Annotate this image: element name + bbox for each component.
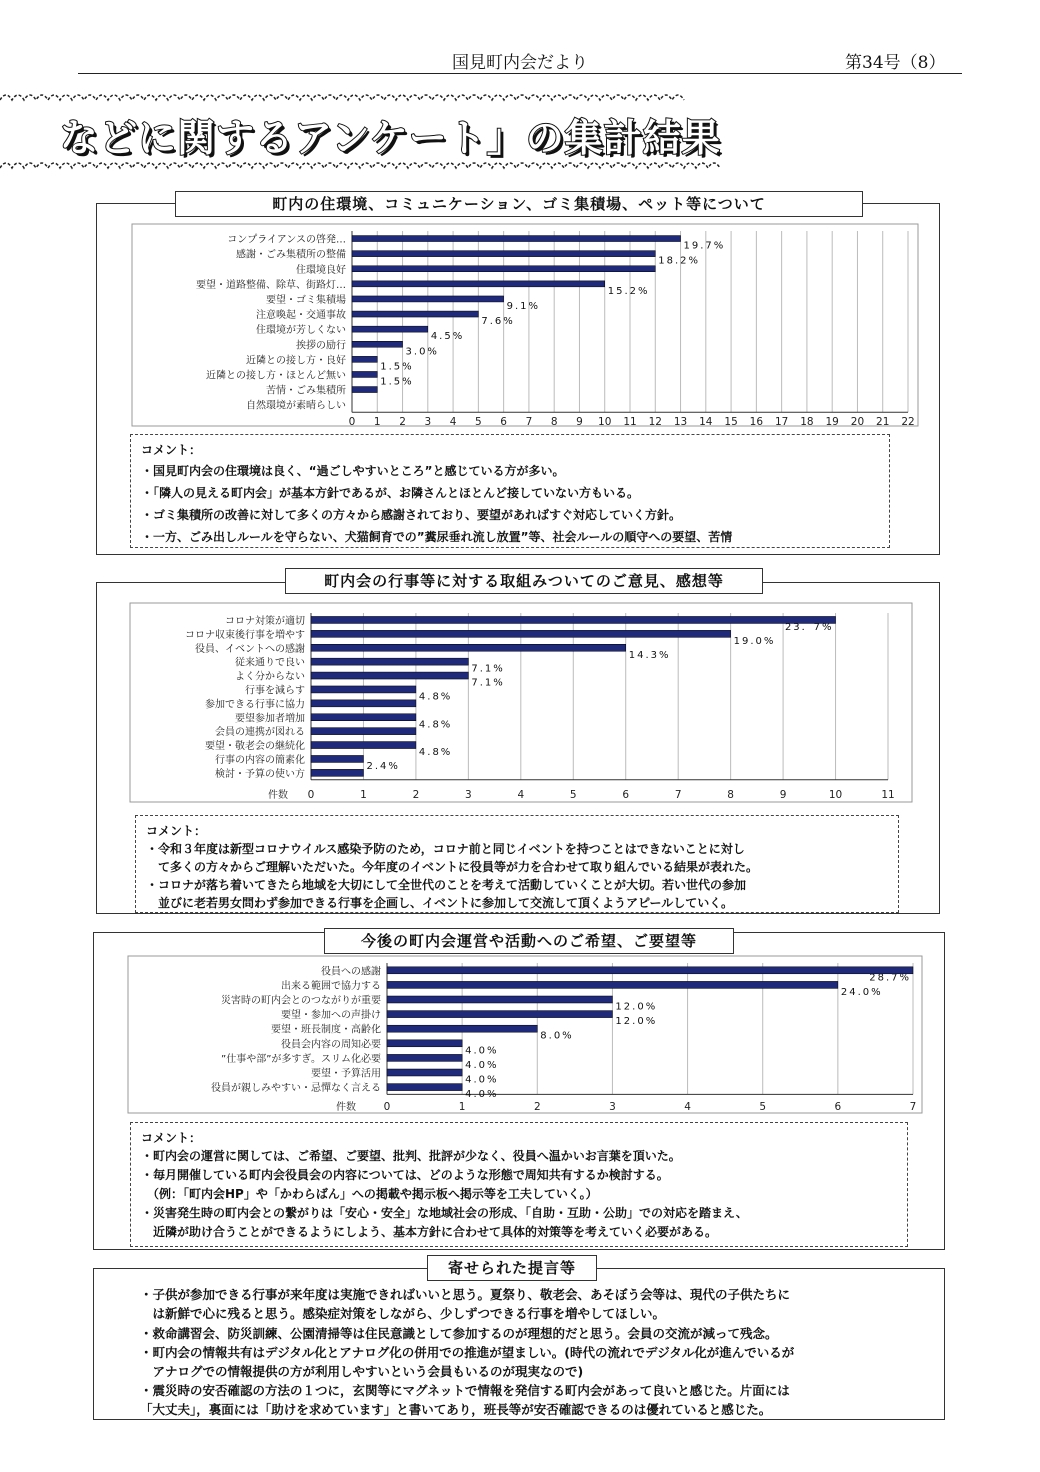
data-label: 3.0% xyxy=(405,346,439,358)
comment-line: ・コロナが落ち着いてきたら地域を大切にして全世代のことを考えて活動していくことが大切。若い世代の参加 xyxy=(146,878,747,892)
issue-number: 第34号（8） xyxy=(845,53,946,73)
bar xyxy=(352,296,504,302)
bar xyxy=(311,755,363,762)
proposal-line: ・震災時の安否確認の方法の１つに，玄関等にマグネットで情報を発信する町内会があって良いと感じた。片面には xyxy=(140,1383,790,1398)
data-label: 12.0% xyxy=(615,1001,658,1013)
x-tick-label: 8 xyxy=(727,789,734,801)
x-tick-label: 2 xyxy=(533,1101,541,1113)
chart-events xyxy=(128,601,916,806)
comment-line: ・町内会の運営に関しては、ご希望、ご要望、批判、批評が少なく、役員へ温かいお言葉を頂いた。 xyxy=(141,1149,681,1163)
data-label: 2.4% xyxy=(366,760,400,772)
category-label: 行事の内容の簡素化 xyxy=(215,754,305,766)
bar xyxy=(387,1084,462,1091)
comment-box-living-environment xyxy=(130,434,890,548)
category-label: 近隣との接し方・ほとんど無い xyxy=(206,370,346,382)
comment-line: （例：「町内会HP」や「かわらばん」への掲載や掲示板へ掲示等を工夫していく。） xyxy=(141,1187,598,1201)
x-tick-label: 3 xyxy=(465,789,472,801)
category-label: 住環境良好 xyxy=(296,264,346,276)
data-label: 15.2% xyxy=(607,285,650,297)
x-tick-label: 5 xyxy=(475,416,482,428)
x-tick-label: 10 xyxy=(828,789,843,801)
data-label: 4.5% xyxy=(430,331,465,343)
category-label: 要望・参加への声掛け xyxy=(281,1010,381,1022)
chart-requests xyxy=(126,954,926,1116)
bar xyxy=(387,981,838,988)
category-label: コロナ収束後行事を増やす xyxy=(185,629,305,641)
proposal-line: アナログでの情報提供の方が利用しやすいという会員もいるのが現実なので) xyxy=(140,1364,584,1379)
x-tick-label: 11 xyxy=(623,416,637,428)
chart-living-environment xyxy=(130,222,922,430)
category-label: 行事を減らす xyxy=(245,685,305,697)
comment-heading: コメント： xyxy=(141,1131,202,1145)
category-label: 要望参加者増加 xyxy=(235,713,305,725)
comment-line: ・一方、ごみ出しルールを守らない、犬猫飼育での”糞尿垂れ流し放置”等、社会ルールの順守への要望、苦情 xyxy=(141,530,733,544)
bar xyxy=(311,658,468,665)
bar xyxy=(352,311,478,317)
x-tick-label: 7 xyxy=(909,1101,917,1113)
comment-line: て多くの方々からご理解いただいた。今年度のイベントに役員等が力を合わせて取り組んでいる結果が表れた。 xyxy=(146,860,759,874)
proposal-line: ・町内会の情報共有はデジタル化とアナログ化の併用での推進が望ましい。(時代の流れでデジタル化が進んでいるが xyxy=(140,1345,795,1360)
category-label: 要望・班長制度・高齢化 xyxy=(271,1024,381,1036)
bar xyxy=(387,1069,462,1076)
x-tick-label: 3 xyxy=(609,1101,616,1113)
category-label: 会員の連携が図れる xyxy=(215,727,305,739)
comment-heading: コメント： xyxy=(146,824,207,838)
bar xyxy=(352,356,377,362)
data-label: 9.1% xyxy=(506,300,541,312)
proposal-line: ・子供が参加できる行事が来年度は実施できればいいと思う。夏祭り、敬老会、あそぼう会等は、現代の子供たちに xyxy=(140,1287,791,1302)
data-label: 24.0% xyxy=(840,986,883,998)
data-label: 12.0% xyxy=(615,1016,658,1028)
bar xyxy=(311,728,416,735)
data-label: 8.0% xyxy=(540,1030,574,1042)
comment-line: ・国見町内会の住環境は良く、“過ごしやすいところ”と感じている方が多い。 xyxy=(141,464,565,478)
category-label: 役員への感謝 xyxy=(321,966,381,978)
x-tick-label: 10 xyxy=(598,416,612,428)
category-label: 要望・ゴミ集積場 xyxy=(266,294,346,306)
data-label: 19.7% xyxy=(683,240,726,252)
data-label: 7.6% xyxy=(481,316,515,328)
section-title-requests: 今後の町内会運営や活動へのご希望、ご要望等 xyxy=(324,928,734,954)
section-title-proposals: 寄せられた提言等 xyxy=(427,1255,597,1281)
category-label: ”仕事や部”が多すぎ。スリム化必要 xyxy=(221,1053,381,1065)
category-label: 従来通りで良い xyxy=(235,657,305,669)
data-label: 7.1% xyxy=(471,663,505,675)
category-label: コンプライアンスの啓発… xyxy=(227,234,346,246)
bar xyxy=(311,616,836,623)
bar xyxy=(311,630,731,637)
category-label: 近隣との接し方・良好 xyxy=(246,355,346,367)
category-label: 参加できる行事に協力 xyxy=(205,699,305,711)
x-tick-label: 9 xyxy=(576,416,583,428)
x-tick-label: 20 xyxy=(850,416,865,428)
bar xyxy=(352,251,655,257)
x-tick-label: 7 xyxy=(525,416,533,428)
bar xyxy=(311,686,416,693)
x-tick-label: 21 xyxy=(876,416,890,428)
data-label: 4.0% xyxy=(465,1089,499,1101)
category-label: 要望・道路整備、除草、街路灯… xyxy=(196,279,346,291)
bar xyxy=(311,700,416,707)
x-tick-label: 4 xyxy=(449,416,457,428)
x-tick-label: 22 xyxy=(901,416,915,428)
chart-events-svg xyxy=(128,601,916,806)
comment-line: 並びに老若男女問わず参加できる行事を企画し、イベントに参加して交流して頂くようアピールしていく。 xyxy=(146,896,734,910)
x-tick-label: 5 xyxy=(759,1101,767,1113)
category-label: 役員会内容の周知必要 xyxy=(281,1039,381,1051)
x-tick-label: 11 xyxy=(881,789,895,801)
comment-line: ・「隣人の見える町内会」が基本方針であるが、お隣さんとほとんど接していない方もいる。 xyxy=(141,486,640,500)
bar xyxy=(352,387,377,393)
data-label: 1.5% xyxy=(380,376,414,388)
x-tick-label: 14 xyxy=(699,416,713,428)
comment-heading: コメント： xyxy=(141,443,202,457)
x-tick-label: 8 xyxy=(550,416,558,428)
bar xyxy=(352,326,428,332)
x-tick-label: 9 xyxy=(779,789,787,801)
x-tick-label: 0 xyxy=(348,416,356,428)
data-label: 4.8% xyxy=(418,719,453,731)
bar xyxy=(387,967,913,974)
data-label: 28.7% xyxy=(869,972,911,984)
data-label: 18.2% xyxy=(658,255,701,267)
bar xyxy=(352,266,655,272)
bar xyxy=(311,714,416,721)
category-label: 苦情・ごみ集積所 xyxy=(266,385,346,397)
x-tick-label: 0 xyxy=(383,1101,391,1113)
x-tick-label: 18 xyxy=(800,416,814,428)
category-label: 注意喚起・交通事故 xyxy=(256,310,346,322)
x-tick-label: 7 xyxy=(674,789,682,801)
data-label: 19.0% xyxy=(733,635,776,647)
x-tick-label: 4 xyxy=(517,789,525,801)
x-tick-label: 6 xyxy=(622,789,630,801)
category-label: 住環境が芳しくない xyxy=(256,325,346,337)
x-tick-label: 1 xyxy=(360,789,367,801)
x-tick-label: 15 xyxy=(724,416,738,428)
x-tick-label: 1 xyxy=(373,416,381,428)
data-label: 4.0% xyxy=(465,1074,499,1086)
x-tick-label: 12 xyxy=(648,416,662,428)
x-tick-label: 5 xyxy=(569,789,577,801)
proposal-line: 「大丈夫」，裏面には「助けを求めています」と書いてあり，班長等が安否確認できるのは優れていると感じた。 xyxy=(140,1402,772,1417)
comment-box-requests xyxy=(130,1122,908,1247)
comment-line: ・令和３年度は新型コロナウイルス感染予防のため，コロナ前と同じイベントを持つことはできないことに対し xyxy=(146,842,745,856)
banner-title: などに関するアンケート」の集計結果 xyxy=(60,116,721,160)
chart-requests-svg xyxy=(126,954,926,1116)
x-axis-label: 件数 xyxy=(336,1102,356,1113)
bar xyxy=(352,281,605,287)
bar xyxy=(387,1054,462,1061)
data-label: 4.8% xyxy=(418,747,453,759)
bar xyxy=(352,371,377,377)
data-label: 4.8% xyxy=(418,691,453,703)
x-tick-label: 4 xyxy=(684,1101,691,1113)
proposal-line: ・救命講習会、防災訓練、公園清掃等は住民意識として参加するのが理想的だと思う。会員の交流が減って残念。 xyxy=(140,1326,778,1341)
category-label: コロナ対策が適切 xyxy=(225,615,305,627)
x-tick-label: 19 xyxy=(825,416,839,428)
x-tick-label: 2 xyxy=(412,789,420,801)
comment-line: ・ゴミ集積所の改善に対して多くの方々から感謝されており、要望があればすぐ対応していく方針。 xyxy=(141,508,682,522)
x-tick-label: 3 xyxy=(424,416,432,428)
comment-box-events xyxy=(135,815,899,913)
data-label: 23．7% xyxy=(784,621,834,633)
x-tick-label: 13 xyxy=(673,416,688,428)
x-tick-label: 16 xyxy=(749,416,764,428)
x-tick-label: 2 xyxy=(399,416,406,428)
bar xyxy=(352,236,681,242)
bar xyxy=(311,769,363,776)
category-label: 役員が親しみやすい・忌憚なく言える xyxy=(211,1083,381,1095)
x-tick-label: 17 xyxy=(774,416,789,428)
x-tick-label: 1 xyxy=(458,1101,466,1113)
category-label: 要望・予算活用 xyxy=(311,1068,381,1080)
category-label: 自然環境が素晴らしい xyxy=(246,400,346,412)
newsletter-title: 国見町内会だより xyxy=(452,53,588,73)
bar xyxy=(311,644,626,651)
decorative-border-top xyxy=(0,90,760,104)
comment-line: 近隣が助け合うことができるようにしよう、基本方針に合わせて具体的対策等を考えていく必要がある。 xyxy=(141,1225,718,1239)
bar xyxy=(387,996,612,1003)
comment-line: ・災害発生時の町内会との繋がりは「安心・安全」な地域社会の形成、「自助・互助・公助」での対応を踏まえ、 xyxy=(141,1206,748,1220)
section-title-living-environment: 町内の住環境、コミュニケーション、ゴミ集積場、ペット等について xyxy=(175,191,863,217)
bar xyxy=(311,672,468,679)
category-label: 感謝・ごみ集積所の整備 xyxy=(236,249,346,261)
data-label: 1.5% xyxy=(380,361,414,373)
section-title-events: 町内会の行事等に対する取組みついてのご意見、感想等 xyxy=(285,568,763,594)
chart-living-environment-svg xyxy=(130,222,922,430)
data-label: 4.0% xyxy=(465,1045,499,1057)
bar xyxy=(387,1011,612,1018)
bar xyxy=(311,742,416,749)
comment-line: ・毎月開催している町内会役員会の内容については、どのような形態で周知共有するか検討する。 xyxy=(141,1168,669,1182)
x-tick-label: 6 xyxy=(500,416,507,428)
category-label: 災害時の町内会とのつながりが重要 xyxy=(221,995,381,1007)
bar xyxy=(387,1025,537,1032)
data-label: 7.1% xyxy=(471,677,505,689)
category-label: 挨拶の励行 xyxy=(296,340,346,352)
category-label: よく分からない xyxy=(235,671,305,683)
data-label: 14.3% xyxy=(628,649,671,661)
bar xyxy=(387,1040,462,1047)
x-tick-label: 6 xyxy=(834,1101,842,1113)
bar xyxy=(352,341,403,347)
category-label: 検討・予算の使い方 xyxy=(215,768,305,780)
decorative-border-bottom xyxy=(0,158,760,172)
x-tick-label: 0 xyxy=(307,789,315,801)
proposal-line: は新鮮で心に残ると思う。感染症対策をしながら、少しずつできる行事を増やしてほしい。 xyxy=(140,1306,666,1321)
category-label: 出来る範囲で協力する xyxy=(281,980,381,992)
data-label: 4.0% xyxy=(465,1059,499,1071)
category-label: 要望・敬老会の継続化 xyxy=(205,741,305,753)
header-rule xyxy=(78,73,962,74)
category-label: 役員、イベントへの感謝 xyxy=(195,643,305,655)
x-axis-label: 件数 xyxy=(268,790,288,801)
